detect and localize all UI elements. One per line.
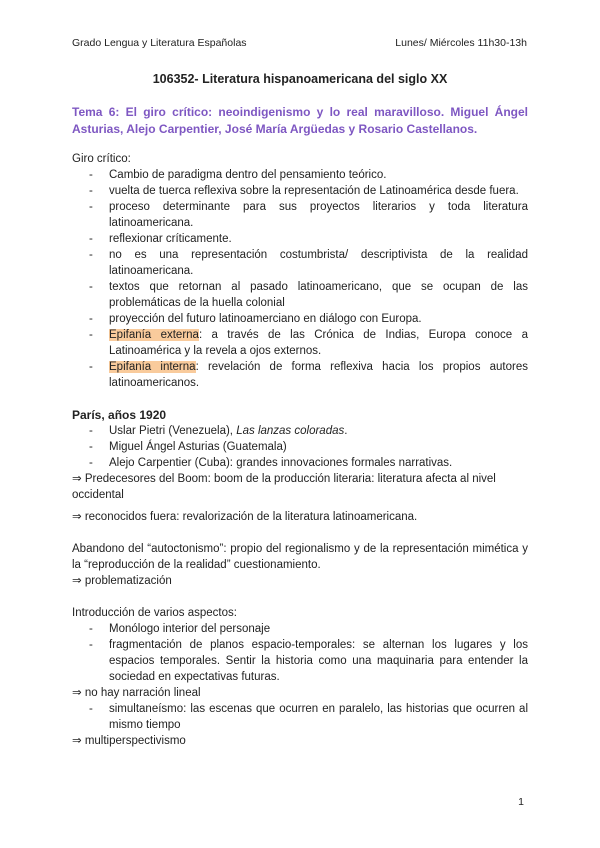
simultaneismo-list <box>72 701 528 733</box>
list-item-epifania-externa <box>72 327 528 359</box>
list-item: - proyección del futuro latinoamerciano en diálogo con Europa. <box>72 311 528 327</box>
giro-list <box>72 167 528 391</box>
list-item: - Monólogo interior del personaje <box>72 621 528 637</box>
list-item: - Miguel Ángel Asturias (Guatemala) <box>72 439 528 455</box>
highlight-epifania-externa: Epifanía externa <box>109 329 199 341</box>
list-item: - simultaneísmo: las escenas que ocurren en paralelo, las historias que ocurren al mismo tiempo <box>72 701 528 733</box>
list-item: - Cambio de paradigma dentro del pensamiento teórico. <box>72 167 528 183</box>
course-title: 106352- Literatura hispanoamericana del siglo XX <box>152 72 448 86</box>
pietri-period: . <box>344 425 348 437</box>
list-item: - textos que retornan al pasado latinoamericano, que se ocupan de las problemáticas de la huella colonial <box>72 279 528 311</box>
paris-heading: París, años 1920 <box>72 408 167 422</box>
list-item: - fragmentación de planos espacio-temporales: se alternan los lugares y los espacios temporales. Sentir la historia como una maquinaria para entender la sociedad en expectativas futuras. <box>72 637 528 685</box>
content <box>72 104 528 749</box>
predecesores-line: ⇒ Predecesores del Boom: boom de la producción literaria: literatura afecta al nivel occidental <box>72 473 496 501</box>
introduccion-list <box>72 621 528 685</box>
list-item: - no es una representación costumbrista/ descriptivista de la realidad latinoamericana. <box>72 247 528 279</box>
list-item: - Alejo Carpentier (Cuba): grandes innovaciones formales narrativas. <box>72 455 528 471</box>
tema-heading: Tema 6: El giro crítico: neoindigenismo y lo real maravilloso. Miguel Ángel Asturias, Alejo Carpentier, José María Argüedas y Rosario Castellanos. <box>72 105 528 136</box>
narracion-line: ⇒ no hay narración lineal <box>72 687 201 699</box>
epifania-interna-text: : revelación de forma reflexiva hacia los propios autores latinoamericanos. <box>109 361 528 389</box>
multiperspectivismo-line: ⇒ multiperspectivismo <box>72 735 186 747</box>
pietri-text: Uslar Pietri (Venezuela), <box>109 425 237 437</box>
header-left: Grado Lengua y Literatura Españolas <box>72 37 247 49</box>
pietri-work-title: Las lanzas coloradas <box>236 425 345 437</box>
reconocidos-line: ⇒ reconocidos fuera: revalorización de la literatura latinoamericana. <box>72 511 418 523</box>
highlight-epifania-interna: Epifanía interna <box>109 361 196 373</box>
page-number: 1 <box>518 796 524 808</box>
header-right: Lunes/ Miércoles 11h30-13h <box>395 37 527 49</box>
introduccion-heading: Introducción de varios aspectos: <box>72 607 237 619</box>
problematizacion-line: ⇒ problematización <box>72 575 172 587</box>
list-item <box>72 423 528 439</box>
paris-list <box>72 423 528 471</box>
epifania-externa-text: : a través de las Crónica de Indias, Europa conoce a Latinoamérica y la revela a ojos externos. <box>109 329 528 357</box>
list-item-epifania-interna <box>72 359 528 391</box>
list-item: - reflexionar críticamente. <box>72 231 528 247</box>
abandono-paragraph: Abandono del “autoctonismo”: propio del regionalismo y de la representación mimética y la “reproducción de la realidad” cuestionamiento. <box>72 543 528 571</box>
list-item: - vuelta de tuerca reflexiva sobre la representación de Latinoamérica desde fuera. <box>72 183 528 199</box>
list-item: - proceso determinante para sus proyectos literarios y toda literatura latinoamericana. <box>72 199 528 231</box>
giro-heading: Giro crítico: <box>72 153 131 165</box>
